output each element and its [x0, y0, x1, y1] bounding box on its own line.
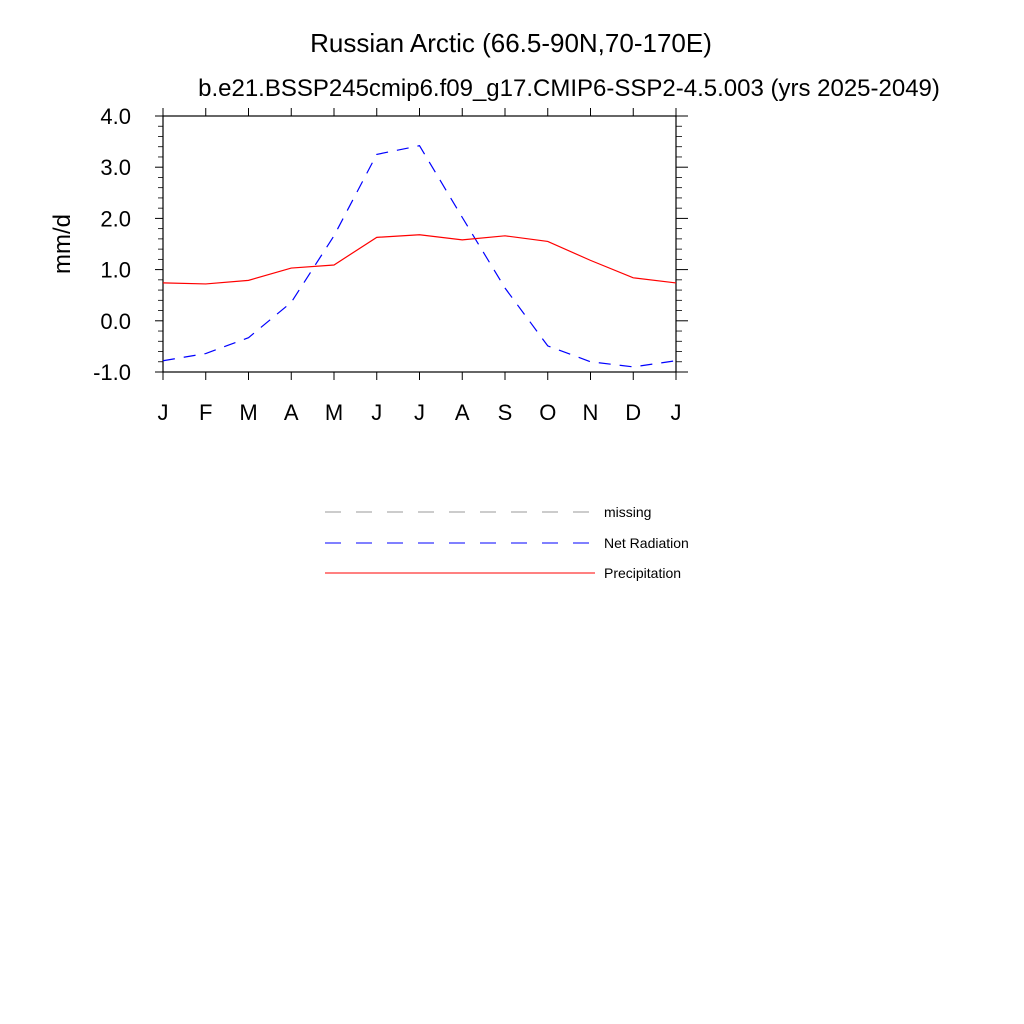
- y-tick-label: 2.0: [100, 206, 131, 232]
- y-tick-label: 3.0: [100, 155, 131, 181]
- x-tick-label: M: [239, 400, 258, 425]
- legend-label: Precipitation: [604, 565, 682, 581]
- series-line-precipitation: [163, 235, 676, 284]
- y-axis-label: mm/d: [49, 214, 76, 274]
- y-tick-label: 0.0: [100, 308, 131, 334]
- legend-label: Net Radiation: [604, 535, 689, 551]
- y-tick-label: -1.0: [93, 360, 131, 385]
- series-lines: [163, 146, 676, 367]
- x-tick-label: A: [454, 400, 470, 425]
- y-tick-label: 1.0: [100, 257, 131, 283]
- legend-label: missing: [604, 504, 652, 520]
- x-tick-label: J: [157, 400, 169, 425]
- chart-subtitle: b.e21.BSSP245cmip6.f09_g17.CMIP6-SSP2-4.5.003 (yrs 2025-2049): [198, 75, 940, 102]
- x-tick-label: D: [625, 400, 642, 425]
- x-tick-label: J: [670, 400, 682, 425]
- x-tick-label: M: [324, 400, 344, 425]
- x-tick-label: S: [497, 400, 513, 425]
- x-tick-label: O: [539, 400, 557, 425]
- x-tick-label: J: [414, 400, 425, 425]
- x-tick-label: A: [283, 400, 299, 425]
- y-tick-label: 4.0: [100, 104, 131, 129]
- chart-title: Russian Arctic (66.5-90N,70-170E): [310, 28, 712, 58]
- plot-frame: [163, 116, 676, 372]
- series-line-net-radiation: [163, 146, 676, 367]
- x-tick-label: F: [199, 400, 213, 425]
- x-tick-label: J: [371, 400, 383, 425]
- x-tick-label: N: [582, 400, 599, 425]
- legend: [325, 504, 689, 581]
